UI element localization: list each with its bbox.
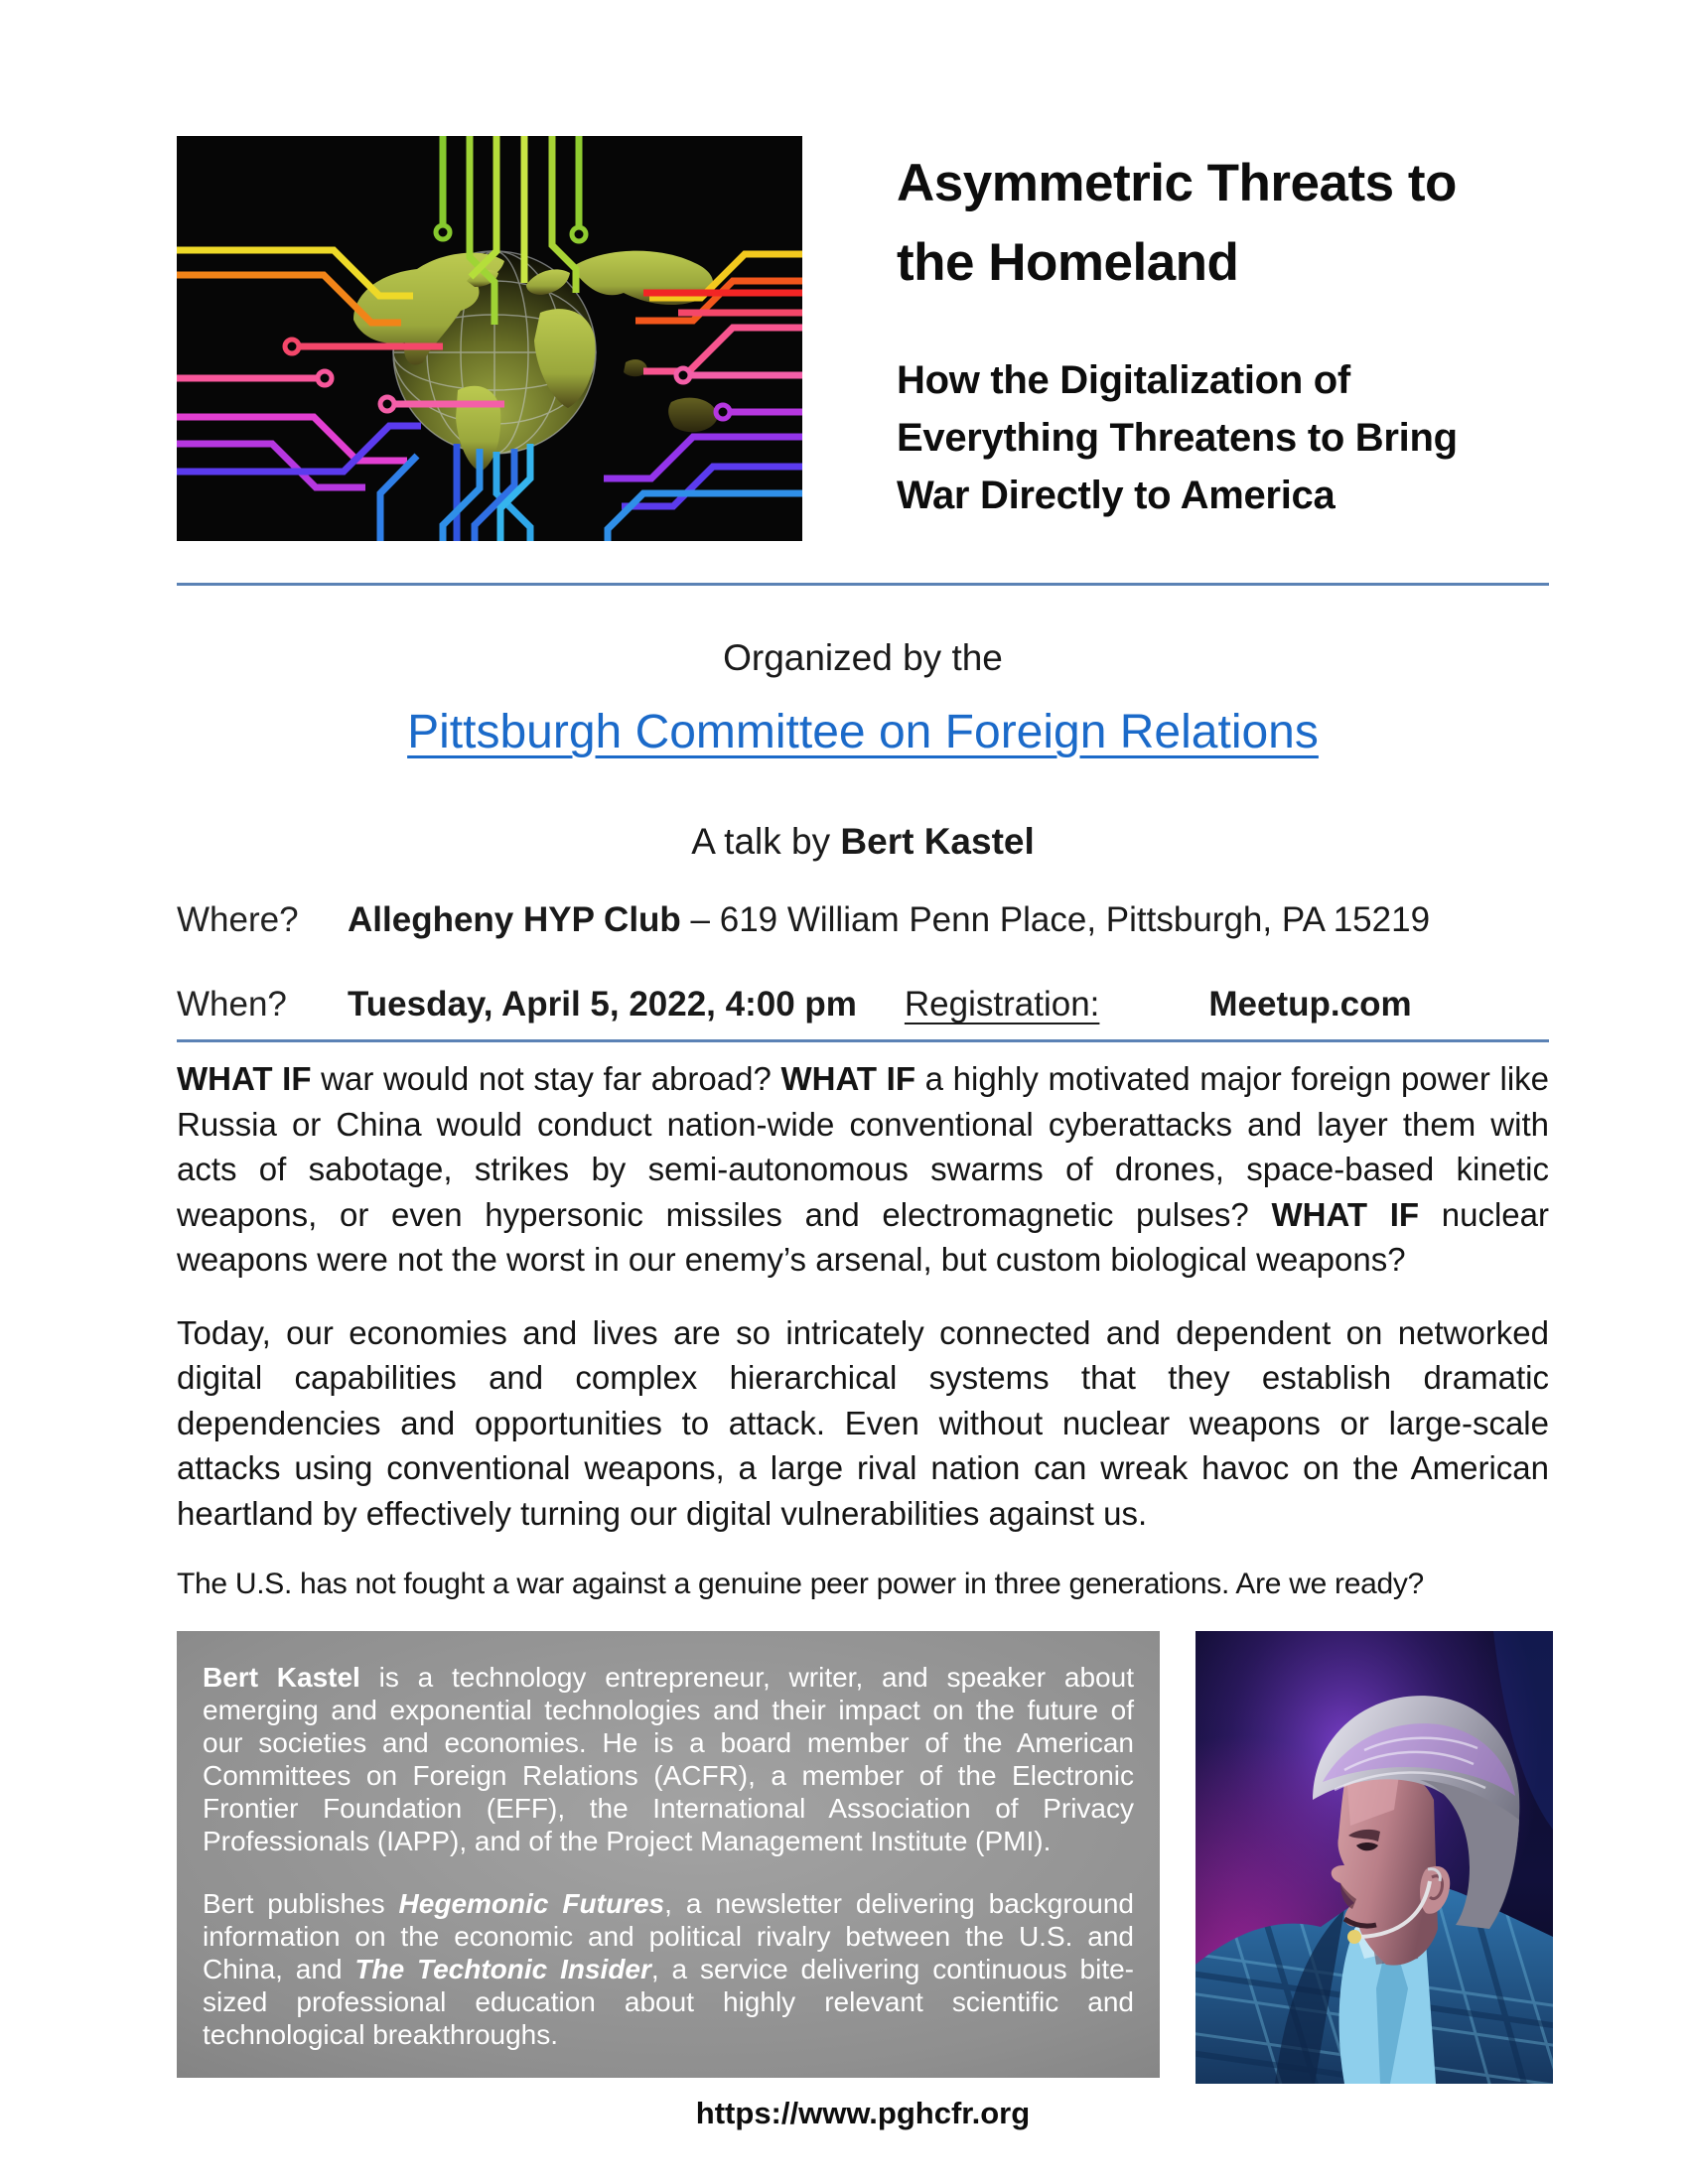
paragraph-today: Today, our economies and lives are so intricately connected and dependent on networked digital capabilities and complex hierarchical systems that they establish dramatic dependencies and opportunities to attack. Even without nuclear weapons or large-scale attacks using conventional weapons, a large rival nation can wreak havoc on the American heartland by effectively turning our digital vulnerabilities against us.	[177, 1313, 1549, 1532]
organizer-link-row	[177, 705, 1549, 759]
talk-by-line	[177, 821, 1549, 863]
registration-value: Meetup.com	[1208, 985, 1412, 1024]
bio-p1-text: is a technology entrepreneur, writer, and speaker about emerging and exponential technologies and their impact on the future of our societies and economies. He is a board member of the American Committees on Foreign Relations (ACFR), a member of the Electronic Frontier Foundation (EFF), the International Association of Privacy Professionals (IAPP), and of the Project Management Institute (PMI).	[203, 1661, 1134, 1856]
what-if-bold-2: WHAT IF	[780, 1060, 915, 1097]
venue-name: Allegheny HYP Club	[348, 900, 681, 939]
circuit-globe-graphic	[177, 136, 802, 541]
bio-speaker-name: Bert Kastel	[203, 1661, 360, 1693]
registration-label: Registration:	[904, 985, 1100, 1024]
speaker-name: Bert Kastel	[840, 821, 1035, 862]
where-row	[177, 900, 1549, 940]
p1-text-2: a highly motivated major foreign power like Russia or China would conduct nation-wide conventional cyberattacks and layer them with acts of sabotage, strikes by semi-autonomous swarms of drones, space-based kinetic weapons, or even hypersonic missiles and electromagnetic pulses?	[177, 1060, 1550, 1233]
bio-paragraph-1	[203, 1661, 1134, 1857]
divider-top	[177, 583, 1549, 586]
what-if-bold-3: WHAT IF	[1271, 1195, 1420, 1233]
bio-p2-text-3: , a service delivering continuous bite-sized professional education about highly relevant scientific and technological breakthroughs.	[203, 1953, 1135, 2051]
publication-techtonic-insider: The Techtonic Insider	[354, 1953, 651, 1984]
p1-text-3: nuclear weapons were not the worst in our enemy’s arsenal, but custom biological weapons?	[177, 1195, 1550, 1279]
page-title-line-2: the Homeland	[897, 232, 1239, 292]
what-if-bold-1: WHAT IF	[177, 1060, 312, 1097]
subtitle-line-1: How the Digitalization of	[897, 358, 1350, 402]
bio-paragraph-2	[203, 1887, 1134, 2051]
talk-by-prefix: A talk by	[691, 821, 841, 862]
when-label: When?	[177, 985, 287, 1024]
website-url: https://www.pghcfr.org	[695, 2095, 1031, 2130]
paragraph-what-if	[177, 1056, 1549, 1283]
subtitle-line-3: War Directly to America	[897, 474, 1336, 517]
speaker-photo	[1196, 1631, 1553, 2084]
bert-kastel-speaker-photo	[1196, 1631, 1553, 2084]
event-details	[177, 900, 1549, 1024]
speaker-bio-section	[177, 1631, 1549, 2084]
bio-p2-text-1: Bert publishes	[203, 1887, 399, 1919]
p1-text-1: war would not stay far abroad?	[311, 1060, 781, 1097]
title-block	[897, 136, 1458, 541]
speaker-bio-box	[177, 1631, 1160, 2078]
page-title-line-1: Asymmetric Threats to	[897, 154, 1457, 212]
venue-address: – 619 William Penn Place, Pittsburgh, PA 15219	[680, 900, 1431, 939]
where-label: Where?	[177, 900, 299, 939]
bio-p2-text-2: , a newsletter delivering background information on the economic and political rivalry between the U.S. and China, and	[203, 1887, 1134, 1984]
pcfr-link[interactable]: Pittsburgh Committee on Foreign Relations	[407, 706, 1319, 758]
event-datetime: Tuesday, April 5, 2022, 4:00 pm	[348, 985, 857, 1024]
publication-hegemonic-futures: Hegemonic Futures	[398, 1887, 665, 1919]
where-value	[348, 900, 1430, 940]
paragraph-ready: The U.S. has not fought a war against a genuine peer power in three generations. Are we ready?	[177, 1568, 1424, 1601]
organized-by-text: Organized by the	[723, 637, 1003, 678]
header	[177, 0, 1549, 541]
divider-body	[177, 1039, 1549, 1042]
when-row	[177, 985, 1549, 1024]
subtitle-line-2: Everything Threatens to Bring	[897, 416, 1458, 460]
circuit-globe-image	[177, 136, 802, 541]
